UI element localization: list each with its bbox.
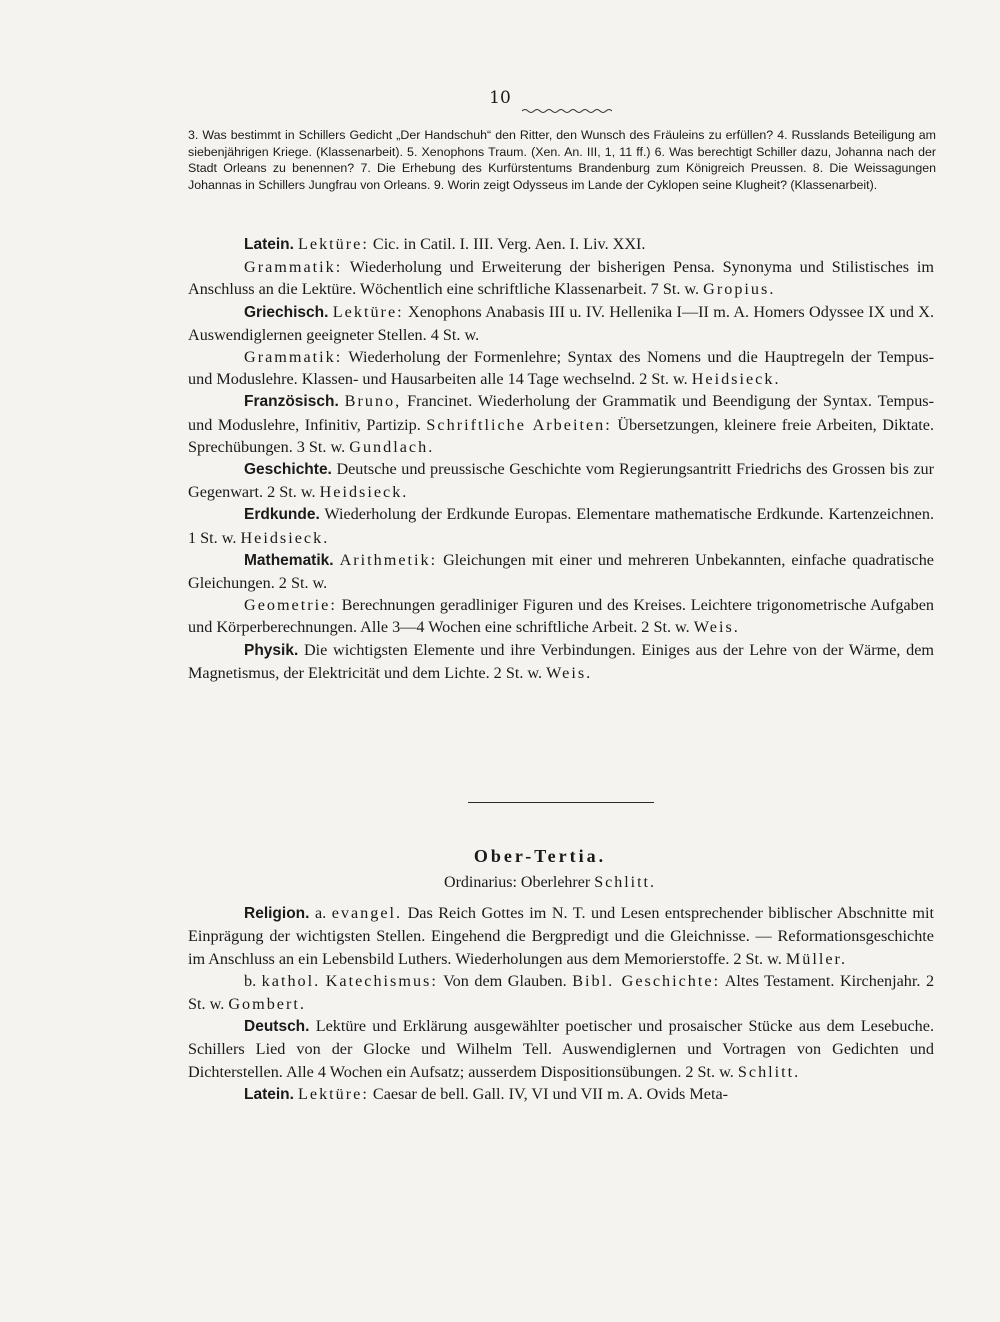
physik-text: Die wichtigsten Elemente und ihre Verbindungen. Einiges aus der Lehre von der Wärme, dem Magnetismus, der Elektricität und dem Lichte. 2 St. w.: [188, 640, 934, 682]
section-divider: [468, 802, 654, 803]
latein-heading: Latein.: [244, 236, 294, 253]
latein2-paragraph: [188, 1083, 934, 1106]
religion-evangel-teacher: Müller.: [785, 949, 848, 968]
curriculum-section-2: [188, 902, 934, 1107]
griechisch-teacher: Heidsieck.: [691, 370, 781, 389]
religion-evangel-label: evangel.: [331, 904, 403, 922]
latein2-lektuere-label: Lektüre:: [298, 1085, 369, 1104]
griechisch-grammatik-text: Wiederholung der Formenlehre; Syntax des Nomens und die Hauptregeln der Tempus- und Moduslehre. Klassen- und Hausarbeiten alle 14 Tage wechselnd. 2 St. w.: [188, 348, 934, 389]
geschichte-teacher: Heidsieck.: [319, 483, 409, 502]
religion-kathol-teacher: Gombert.: [228, 994, 306, 1013]
religion-katechismus-label: Katechismus:: [325, 972, 438, 991]
franzoesisch-teacher: Gundlach.: [349, 437, 435, 456]
section-title: Ober-Tertia.: [473, 846, 607, 866]
griechisch-lektuere-label: Lektüre:: [332, 302, 404, 321]
mathematik-geom-label: Geometrie:: [244, 596, 337, 615]
erdkunde-text: Wiederholung der Erdkunde Europas. Elementare mathematische Erdkunde. Kartenzeichnen. 1 St. w.: [188, 505, 934, 547]
religion-b-label: b.: [244, 972, 257, 991]
franzoesisch-arbeiten-label: Schriftliche Arbeiten:: [426, 415, 612, 434]
latein-grammatik-text: Wiederholung und Erweiterung der bisherigen Pensa. Synonyma und Stilistisches im Anschluss an die Lektüre. Wöchentlich eine schriftliche Klassenarbeit. 7 St. w.: [188, 258, 934, 299]
griechisch-grammatik: [188, 346, 934, 390]
latein-grammatik-label: Grammatik:: [244, 258, 343, 277]
deutsch-text: Lektüre und Erklärung ausgewählter poetischer und prosaischer Stücke aus dem Lesebuche. Schillers Lied von der Glocke und Wilhelm Tell. Auswendiglernen und Vortragen von Gedichten und Dichterstellen. Alle 4 Wochen ein Aufsatz; ausserdem Dispositionsübungen. 2 St. w.: [188, 1017, 935, 1081]
latein2-text: Caesar de bell. Gall. IV, VI und VII m. A. Ovids Meta-: [372, 1085, 729, 1104]
erdkunde-paragraph: [188, 503, 934, 548]
geschichte-text: Deutsche und preussische Geschichte vom Regierungsantritt Friedrichs des Grossen bis zur Gegenwart. 2 St. w.: [188, 460, 934, 502]
franzoesisch-heading: Französisch.: [244, 393, 339, 411]
mathematik-geom-text: Berechnungen geradliniger Figuren und des Kreises. Leichtere trigonometrische Aufgaben und Körperberechnungen. Alle 3—4 Wochen eine schriftliche Arbeit. 2 St. w.: [188, 596, 934, 637]
griechisch-grammatik-label: Grammatik:: [244, 348, 343, 367]
ordinarius-label: Ordinarius: Oberlehrer: [444, 874, 591, 891]
latein-lektuere: [188, 233, 934, 256]
physik-paragraph: [188, 639, 934, 684]
erdkunde-heading: Erdkunde.: [244, 506, 320, 524]
franzoesisch-text1: Francinet. Wiederholung der Grammatik und Beendigung der Syntax. Tempus- und Moduslehre, Infinitiv, Partizip.: [188, 392, 935, 434]
griechisch-heading: Griechisch.: [244, 303, 329, 321]
deutsch-paragraph: [188, 1015, 934, 1083]
wavy-ornament: [522, 107, 612, 115]
ordinarius-name: Schlitt.: [594, 874, 656, 891]
page-number: 10: [489, 88, 511, 108]
mathematik-teacher: Weis.: [693, 618, 740, 637]
homework-text: 3. Was bestimmt in Schillers Gedicht „Der Handschuh“ den Ritter, den Wunsch des Fräuleins zu erfüllen? 4. Russlands Beteiligung am siebenjährigen Kriege. (Klassenarbeit). 5. Xenophons Traum. (Xen. An. III, 1, 11 ff.) 6. Was berechtigt Schiller dazu, Johanna nach der Stadt Orleans zu benennen? 7. Die Erhebung des Kurfürstentums Brandenburg zum Königreich Preussen. 8. Die Weissagungen Johannas in Schillers Jungfrau von Orleans. 9. Worin zeigt Odysseus im Lande der Cyklopen seine Klugheit? (Klassenarbeit).: [188, 128, 936, 192]
franzoesisch-text2: Übersetzungen, kleinere freie Arbeiten, Diktate. Sprechübungen. 3 St. w.: [188, 415, 934, 456]
religion-katechismus-text: Von dem Glauben.: [443, 972, 567, 991]
religion-bibl-label: Bibl. Geschichte:: [572, 972, 721, 991]
griechisch-lektuere-text: Xenophons Anabasis III u. IV. Hellenika I—II m. A. Homers Odyssee IX und X. Auswendiglernen geeigneter Stellen. 4 St. w.: [188, 302, 935, 344]
geschichte-paragraph: [188, 458, 934, 503]
mathematik-geometrie: [188, 594, 934, 638]
physik-heading: Physik.: [244, 641, 299, 659]
religion-kathol-label: kathol.: [261, 972, 321, 991]
religion-kathol: [188, 970, 934, 1015]
latein-lektuere-label: Lektüre:: [298, 235, 369, 253]
geschichte-heading: Geschichte.: [244, 461, 332, 479]
physik-teacher: Weis.: [546, 663, 593, 682]
curriculum-section-1: [188, 233, 934, 684]
ordinarius-line: [0, 874, 1000, 892]
franzoesisch-author: Bruno,: [344, 392, 402, 411]
latein-lektuere-text: Cic. in Catil. I. III. Verg. Aen. I. Liv. XXI.: [372, 235, 646, 253]
deutsch-teacher: Schlitt.: [737, 1062, 801, 1081]
latein2-heading: Latein.: [244, 1086, 294, 1104]
religion-bibl-text: Altes Testament. Kirchenjahr. 2 St. w.: [188, 972, 935, 1013]
religion-a-label: a.: [314, 904, 327, 922]
religion-evangel-text: Das Reich Gottes im N. T. und Lesen entsprechender biblischer Abschnitte mit Einprägung der wichtigsten Stellen. Eingehend die Bergpredigt und die Gleichnisse. — Reformationsgeschichte im Anschluss an ein Lebensbild Luthers. Wiederholungen aus dem Memorierstoffe. 2 St. w.: [188, 904, 935, 968]
franzoesisch-paragraph: [188, 390, 934, 458]
deutsch-heading: Deutsch.: [244, 1018, 310, 1036]
erdkunde-teacher: Heidsieck.: [240, 528, 330, 547]
religion-evangel: [188, 902, 934, 970]
griechisch-lektuere: [188, 301, 934, 346]
mathematik-arith-label: Arithmetik:: [339, 550, 438, 569]
mathematik-arith-text: Gleichungen mit einer und mehreren Unbekannten, einfache quadratische Gleichungen. 2 St. w.: [188, 550, 934, 593]
homework-topics: [188, 127, 936, 193]
latein-teacher: Gropius.: [703, 280, 776, 299]
mathematik-heading: Mathematik.: [244, 551, 334, 569]
latein-grammatik: [188, 256, 934, 300]
religion-heading: Religion.: [244, 905, 310, 922]
mathematik-arithmetik: [188, 549, 934, 594]
